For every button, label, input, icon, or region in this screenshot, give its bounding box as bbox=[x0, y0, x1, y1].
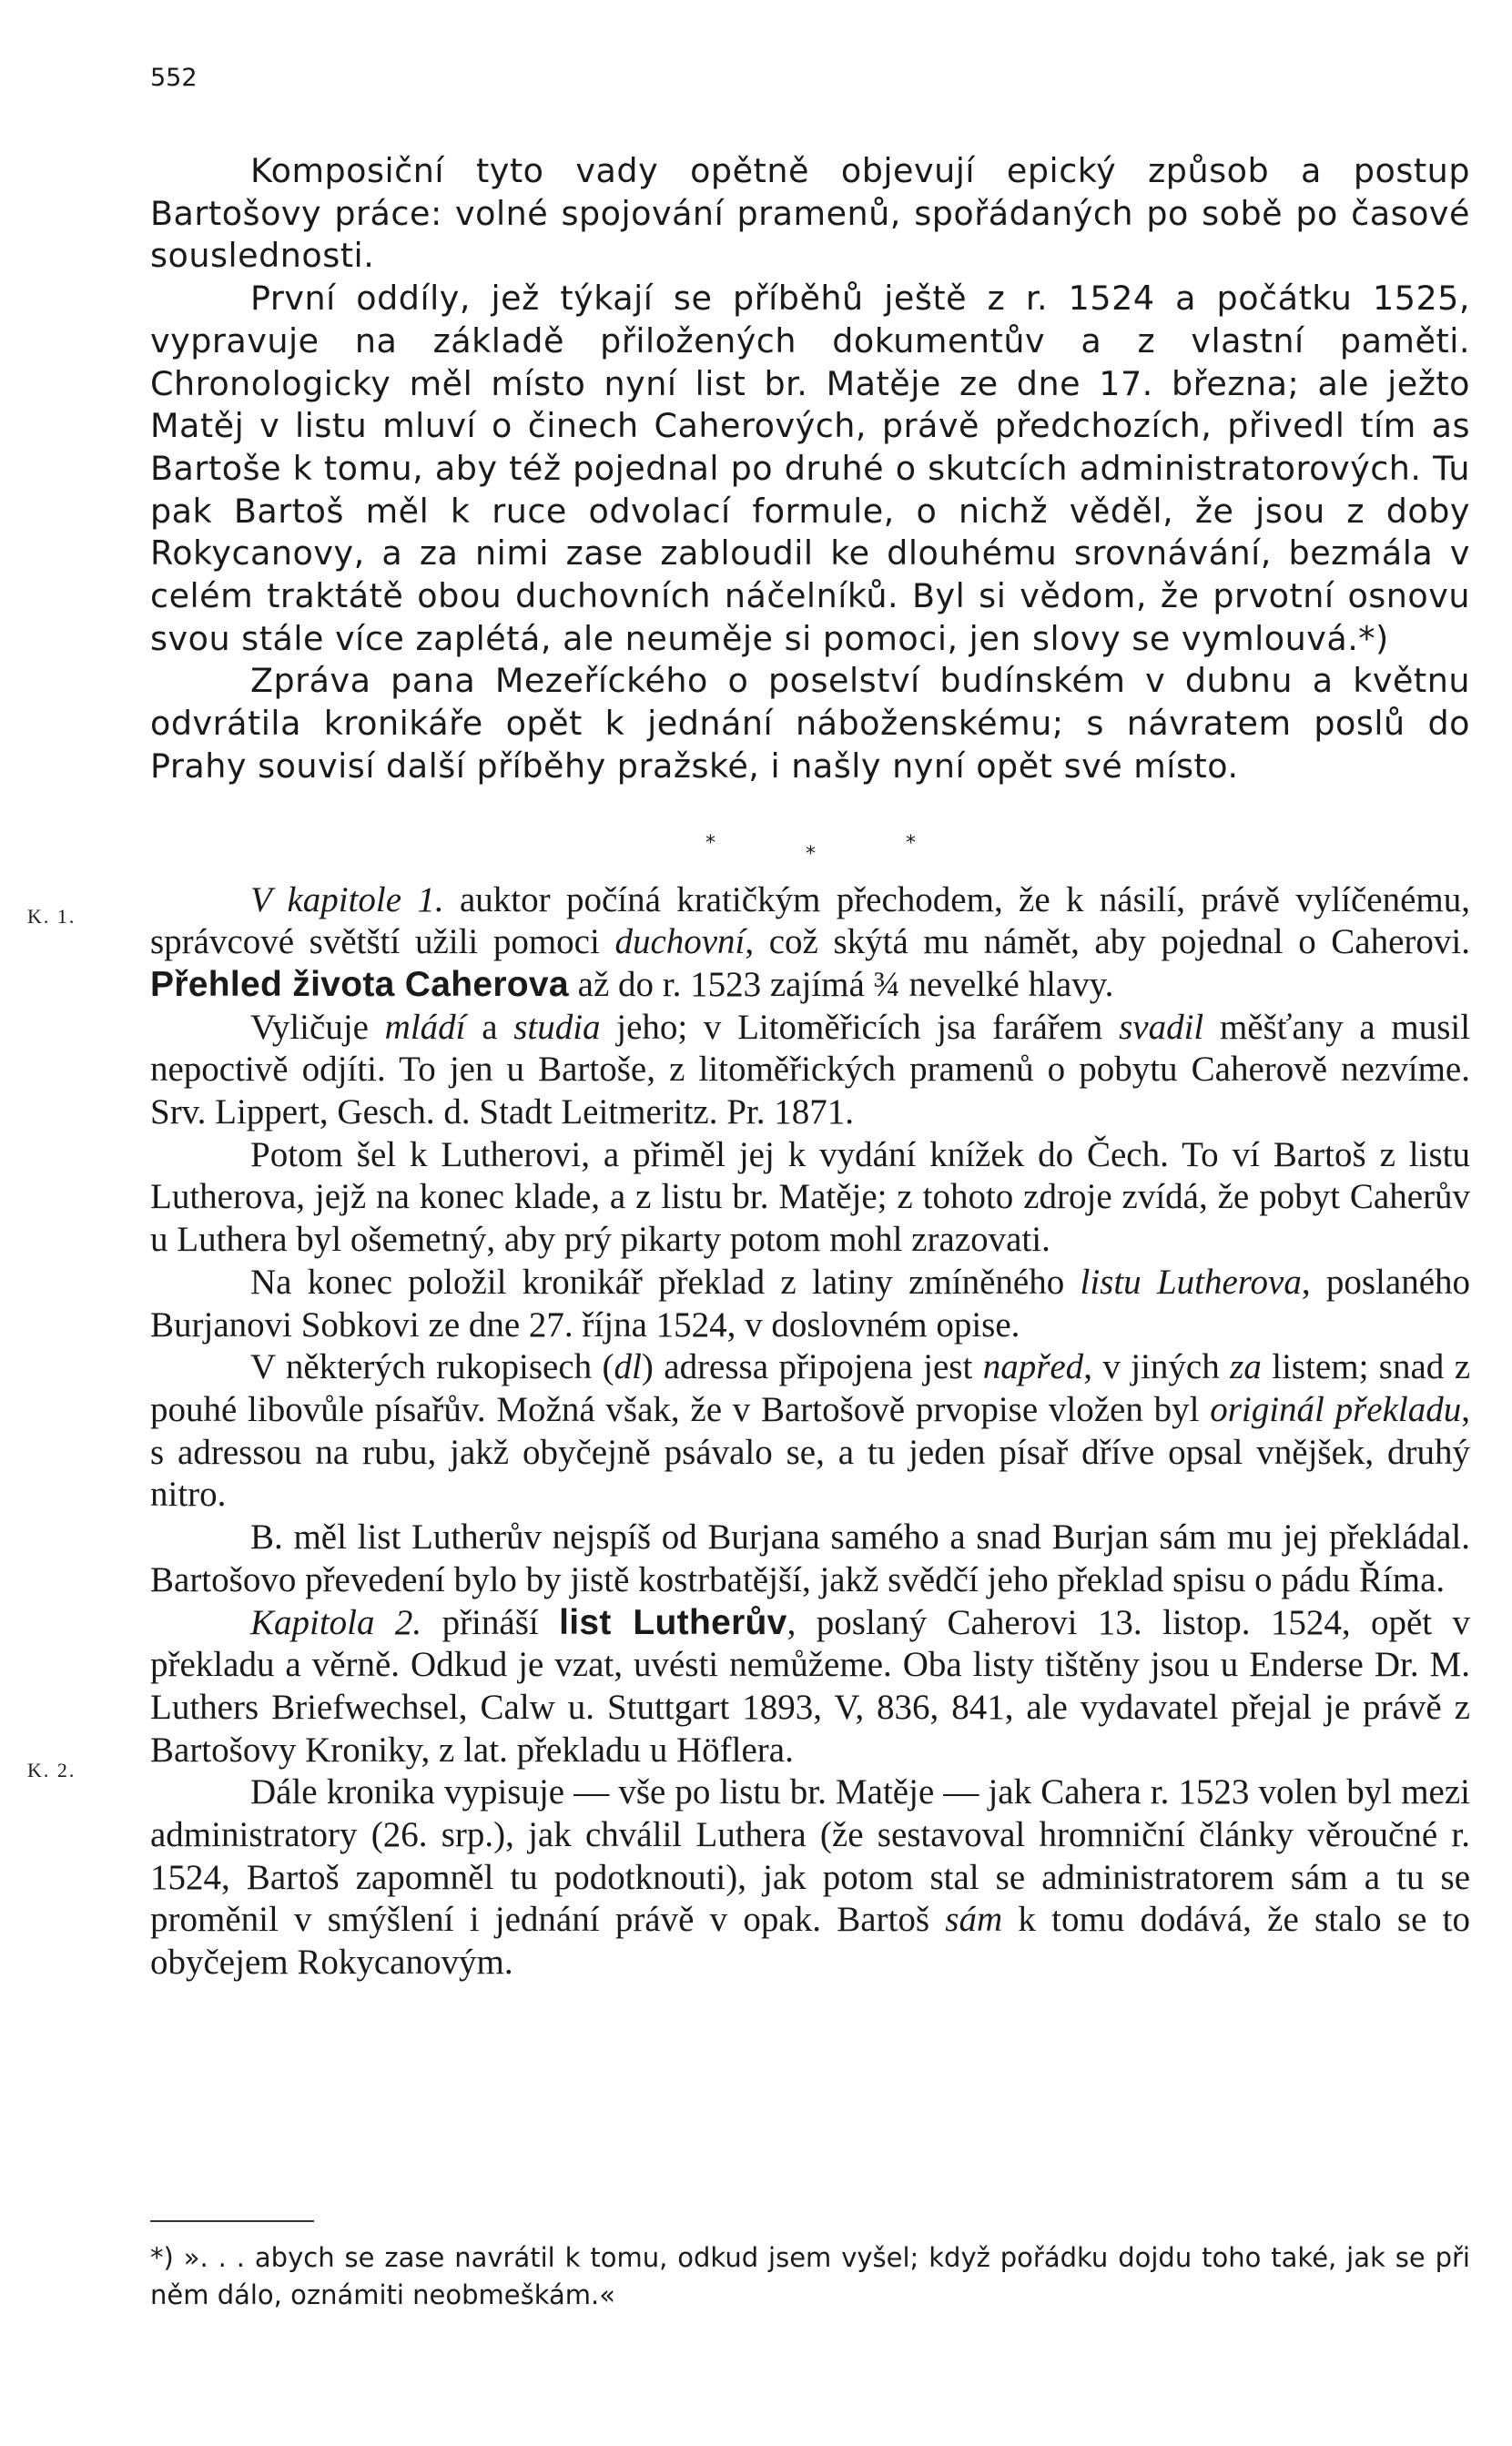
k2-highlight: list Lutherův bbox=[559, 1602, 787, 1642]
footnote-rule bbox=[150, 2220, 314, 2222]
margin-note-k2: K. 2. bbox=[27, 1759, 76, 1781]
asterism-star: * bbox=[906, 831, 916, 855]
k1-chapter-lead: V kapitole 1. bbox=[250, 879, 444, 919]
paragraph-1: Komposiční tyto vady opětně objevují epický způsob a postup Bartošovy práce: volné spojování pramenů, spořádaných po sobě po časové souslednosti. bbox=[150, 151, 1470, 276]
k1-paragraph-youth: Vyličuje mládí a studia jeho; v Litoměřicích jsa farářem svadil měšťany a musil nepoctivě odjíti. To jen u Bartoše, z litoměřických pramenů o pobytu Caherově nezvíme. Srv. Lippert, Gesch. d. Stadt Leitmeritz. Pr. 1871. bbox=[150, 1007, 1471, 1132]
k1-paragraph-luther: Potom šel k Lutherovi, a přiměl jej k vydání knížek do Čech. To ví Bartoš z listu Lutherova, jejž na konec klade, a z listu br. Matěje; z tohoto zdroje zvídá, že pobyt Caherův u Luthera byl ošemetný, aby prý pikarty potom mohl zrazovati. bbox=[150, 1134, 1470, 1260]
asterism-star: * bbox=[806, 842, 816, 866]
asterism-star: * bbox=[705, 831, 715, 855]
margin-note-k1: K. 1. bbox=[27, 905, 76, 928]
k2-paragraph-intro: Kapitola 2. přináší list Lutherův, poslaný Caherovi 13. listop. 1524, opět v překladu a věrně. Odkud je vzat, uvésti nemůžeme. Oba listy tištěny jsou u Enderse Dr. M. Luthers Briefwechsel, Calw u. Stuttgart 1893, V, 836, 841, ale vydavatel přejal je právě z Bartošovy Kroniky, z lat. překladu u Höflera. bbox=[150, 1602, 1471, 1770]
k1-paragraph-burjan: B. měl list Lutherův nejspíš od Burjana samého a snad Burjan sám mu jej překládal. Bartošovo převedení bylo by jistě kostrbatější, jakž svědčí jeho překlad spisu o pádu Říma. bbox=[150, 1517, 1470, 1599]
k1-paragraph-translation: Na konec položil kronikář překlad z latiny zmíněného listu Lutherova, poslaného Burjanovi Sobkovi ze dne 27. října 1524, v doslovném opise. bbox=[150, 1262, 1471, 1345]
k2-paragraph-administrator: Dále kronika vypisuje — vše po listu br. Matěje — jak Cahera r. 1523 volen byl mezi administratory (26. srp.), jak chválil Luthera (že sestavoval hromniční články věroučné r. 1524, Bartoš zapomněl tu podotknouti), jak potom stal se administratorem sám a tu se proměnil v smýšlení i jednání právě v opak. Bartoš sám k tomu dodává, že stalo se to obyčejem Rokycanovým. bbox=[150, 1772, 1470, 1983]
page-number: 552 bbox=[150, 64, 198, 92]
paragraph-3: Zpráva pana Mezeříckého o poselství budínském v dubnu a květnu odvrátila kronikáře opět k jednání náboženskému; s návratem poslů do Prahy souvisí další příběhy pražské, i našly nyní opět své místo. bbox=[150, 661, 1470, 786]
paragraph-2: První oddíly, jež týkají se příběhů ještě z r. 1524 a počátku 1525, vypravuje na základě přiložených dokumentův a z vlastní paměti. Chronologicky měl místo nyní list br. Matěje ze dne 17. března; ale ježto Matěj v listu mluví o činech Caherových, právě předchozích, přivedl tím as Bartoše k tomu, aby též pojednal po druhé o skutcích administratorových. Tu pak Bartoš měl k ruce odvolací formule, o nichž věděl, že jsou z doby Rokycanovy, a za nimi zase zabloudil ke dlouhému srovnávání, bezmála v celém traktátě obou duchovních náčelníků. Byl si vědom, že prvotní osnovu svou stále více zaplétá, ale neuměje si pomoci, jen slovy se vymlouvá.*) bbox=[150, 279, 1470, 658]
k1-highlight: Přehled života Caherova bbox=[150, 964, 569, 1004]
main-text bbox=[150, 150, 1470, 1984]
k2-chapter-lead: Kapitola 2. bbox=[250, 1602, 422, 1642]
footnote: *) ». . . abych se zase navrátil k tomu, odkud jsem vyšel; když pořádku dojdu toho také, jak se při něm dálo, oznámiti neobmeškám.« bbox=[150, 2242, 1470, 2310]
asterism-divider bbox=[150, 788, 1470, 879]
k1-paragraph-manuscripts: V některých rukopisech (dl) adressa připojena jest napřed, v jiných za listem; snad z pouhé libovůle písařův. Možná však, že v Bartošově prvopise vložen byl originál překladu, s adressou na rubu, jakž obyčejně psávalo se, a tu jeden písař dříve opsal vnějšek, druhý nitro. bbox=[150, 1347, 1471, 1515]
k1-paragraph-intro: V kapitole 1. auktor počíná kratičkým přechodem, že k násilí, právě vylíčenému, správcové světští užili pomoci duchovní, což skýtá mu námět, aby pojednal o Caherovi. Přehled života Caherova až do r. 1523 zajímá ¾ nevelké hlavy. bbox=[150, 879, 1470, 1004]
